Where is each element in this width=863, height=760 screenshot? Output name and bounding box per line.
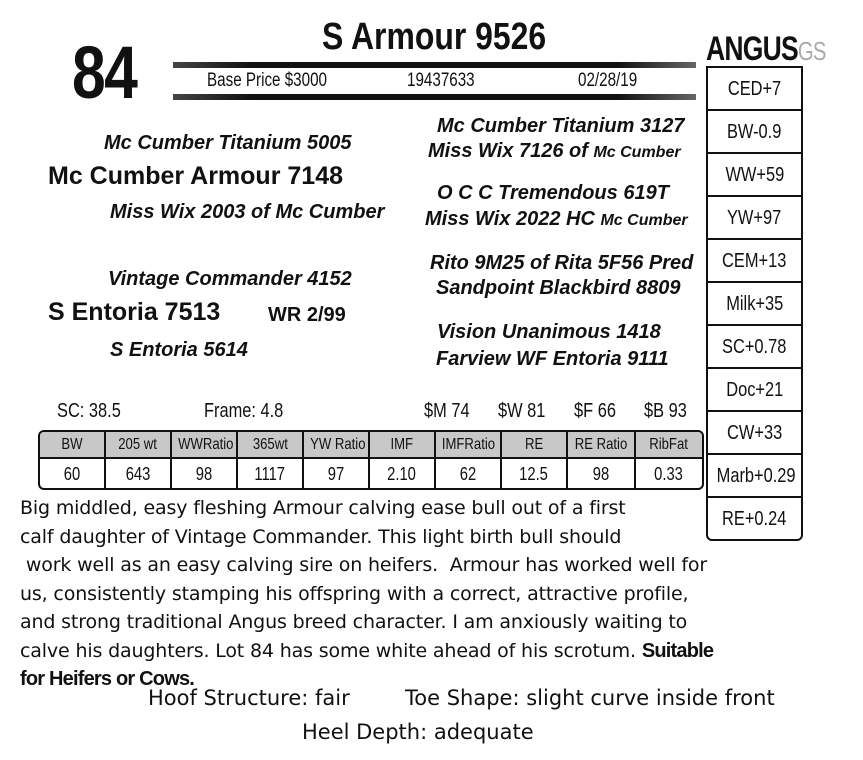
pedigree-sire: Mc Cumber Armour 7148 (48, 162, 343, 190)
epd-cw: CW+33 (708, 412, 801, 455)
base-price: Base Price $3000 (207, 70, 327, 91)
description-line: us, consistently stamping his offspring with a correct, attractive profile, (20, 582, 689, 605)
table-cell: 62 (436, 459, 502, 490)
stat-w: $W 81 (498, 400, 546, 422)
epd-column (706, 66, 803, 541)
description-line: work well as an easy calving sire on heifers. Armour has worked well for (20, 554, 708, 576)
table-header-cell: BW (40, 432, 106, 457)
description-line: calf daughter of Vintage Commander. This light birth bull should (20, 525, 622, 548)
lot-number: 84 (72, 31, 137, 114)
suitability-part1: Suitable (641, 639, 714, 662)
angus-logo-main: ANGUS (706, 30, 798, 68)
description-text: calve his daughters. Lot 84 has some white ahead of his scrotum. (20, 639, 636, 662)
table-header-cell: WWRatio (172, 432, 238, 457)
table-cell: 97 (304, 459, 370, 490)
table-header-cell: 365wt (238, 432, 304, 457)
pedigree-dam-dam: S Entoria 5614 (110, 339, 248, 361)
table-cell: 2.10 (370, 459, 436, 490)
stat-f: $F 66 (574, 400, 616, 422)
header-rule-top (173, 62, 696, 68)
epd-yw: YW+97 (708, 197, 801, 240)
pedigree-ss-sire: Mc Cumber Titanium 3127 (437, 115, 685, 137)
pedigree-sd-sire: O C C Tremendous 619T (437, 182, 669, 204)
pedigree-dam: S Entoria 7513 (48, 298, 221, 326)
table-header-row (40, 432, 702, 459)
pedigree-dam-note: WR 2/99 (268, 304, 346, 326)
epd-marb: Marb+0.29 (708, 455, 801, 498)
table-header-cell: YW Ratio (304, 432, 370, 457)
epd-ced: CED+7 (708, 68, 801, 111)
pedigree-ds-sire: Rito 9M25 of Rita 5F56 Pred (430, 252, 694, 274)
table-cell: 98 (172, 459, 238, 490)
header-rule-bottom (173, 94, 696, 100)
pedigree-dd-dam: Farview WF Entoria 9111 (436, 348, 669, 370)
epd-cem: CEM+13 (708, 240, 801, 283)
epd-ww: WW+59 (708, 154, 801, 197)
table-header-cell: RibFat (649, 436, 689, 453)
hoof-structure: Hoof Structure: fair (148, 686, 350, 710)
description-line: Big middled, easy fleshing Armour calving ease bull out of a first (20, 497, 626, 519)
table-cell: 643 (106, 459, 172, 490)
angus-logo (706, 30, 826, 69)
table-header-cell: RE (502, 432, 568, 457)
description (20, 494, 820, 694)
table-cell: 12.5 (502, 459, 568, 490)
table-cell: 60 (40, 459, 106, 490)
pedigree-ds-dam: Sandpoint Blackbird 8809 (436, 277, 681, 299)
epd-doc: Doc+21 (708, 369, 801, 412)
table-cell: 0.33 (654, 464, 684, 484)
table-header-cell: IMFRatio (436, 432, 502, 457)
table-header-cell: IMF (370, 432, 436, 457)
pedigree-sire-sire: Mc Cumber Titanium 5005 (104, 132, 352, 154)
table-header-cell: 205 wt (106, 432, 172, 457)
registration-number: 19437633 (407, 70, 475, 91)
epd-re: RE+0.24 (722, 508, 787, 530)
table-header-cell: RE Ratio (568, 432, 636, 457)
epd-sc: SC+0.78 (708, 326, 801, 369)
performance-table (38, 430, 704, 490)
epd-bw: BW-0.9 (708, 111, 801, 154)
stat-m: $M 74 (424, 400, 470, 422)
birth-date: 02/28/19 (578, 70, 638, 91)
pedigree-sd-dam: Miss Wix 2022 HC Mc Cumber (425, 208, 688, 230)
toe-shape: Toe Shape: slight curve inside front (405, 686, 775, 710)
stat-frame: Frame: 4.8 (204, 400, 284, 422)
epd-milk: Milk+35 (708, 283, 801, 326)
table-row (40, 459, 702, 490)
animal-name: S Armour 9526 (322, 16, 547, 58)
description-line: and strong traditional Angus breed character. I am anxiously waiting to (20, 611, 688, 633)
pedigree-ss-dam: Miss Wix 7126 of Mc Cumber (428, 140, 681, 162)
stat-sc: SC: 38.5 (57, 400, 121, 422)
stat-b: $B 93 (644, 400, 687, 422)
pedigree-dam-sire: Vintage Commander 4152 (108, 268, 352, 290)
angus-logo-sub: GS (797, 36, 826, 66)
pedigree-dd-sire: Vision Unanimous 1418 (437, 321, 661, 343)
description-line-last (20, 637, 820, 666)
table-cell: 1117 (238, 459, 304, 490)
suitability-part2: for Heifers or Cows. (20, 668, 195, 690)
heel-depth: Heel Depth: adequate (302, 720, 534, 744)
pedigree-sire-dam: Miss Wix 2003 of Mc Cumber (110, 201, 385, 223)
table-cell: 98 (568, 459, 636, 490)
